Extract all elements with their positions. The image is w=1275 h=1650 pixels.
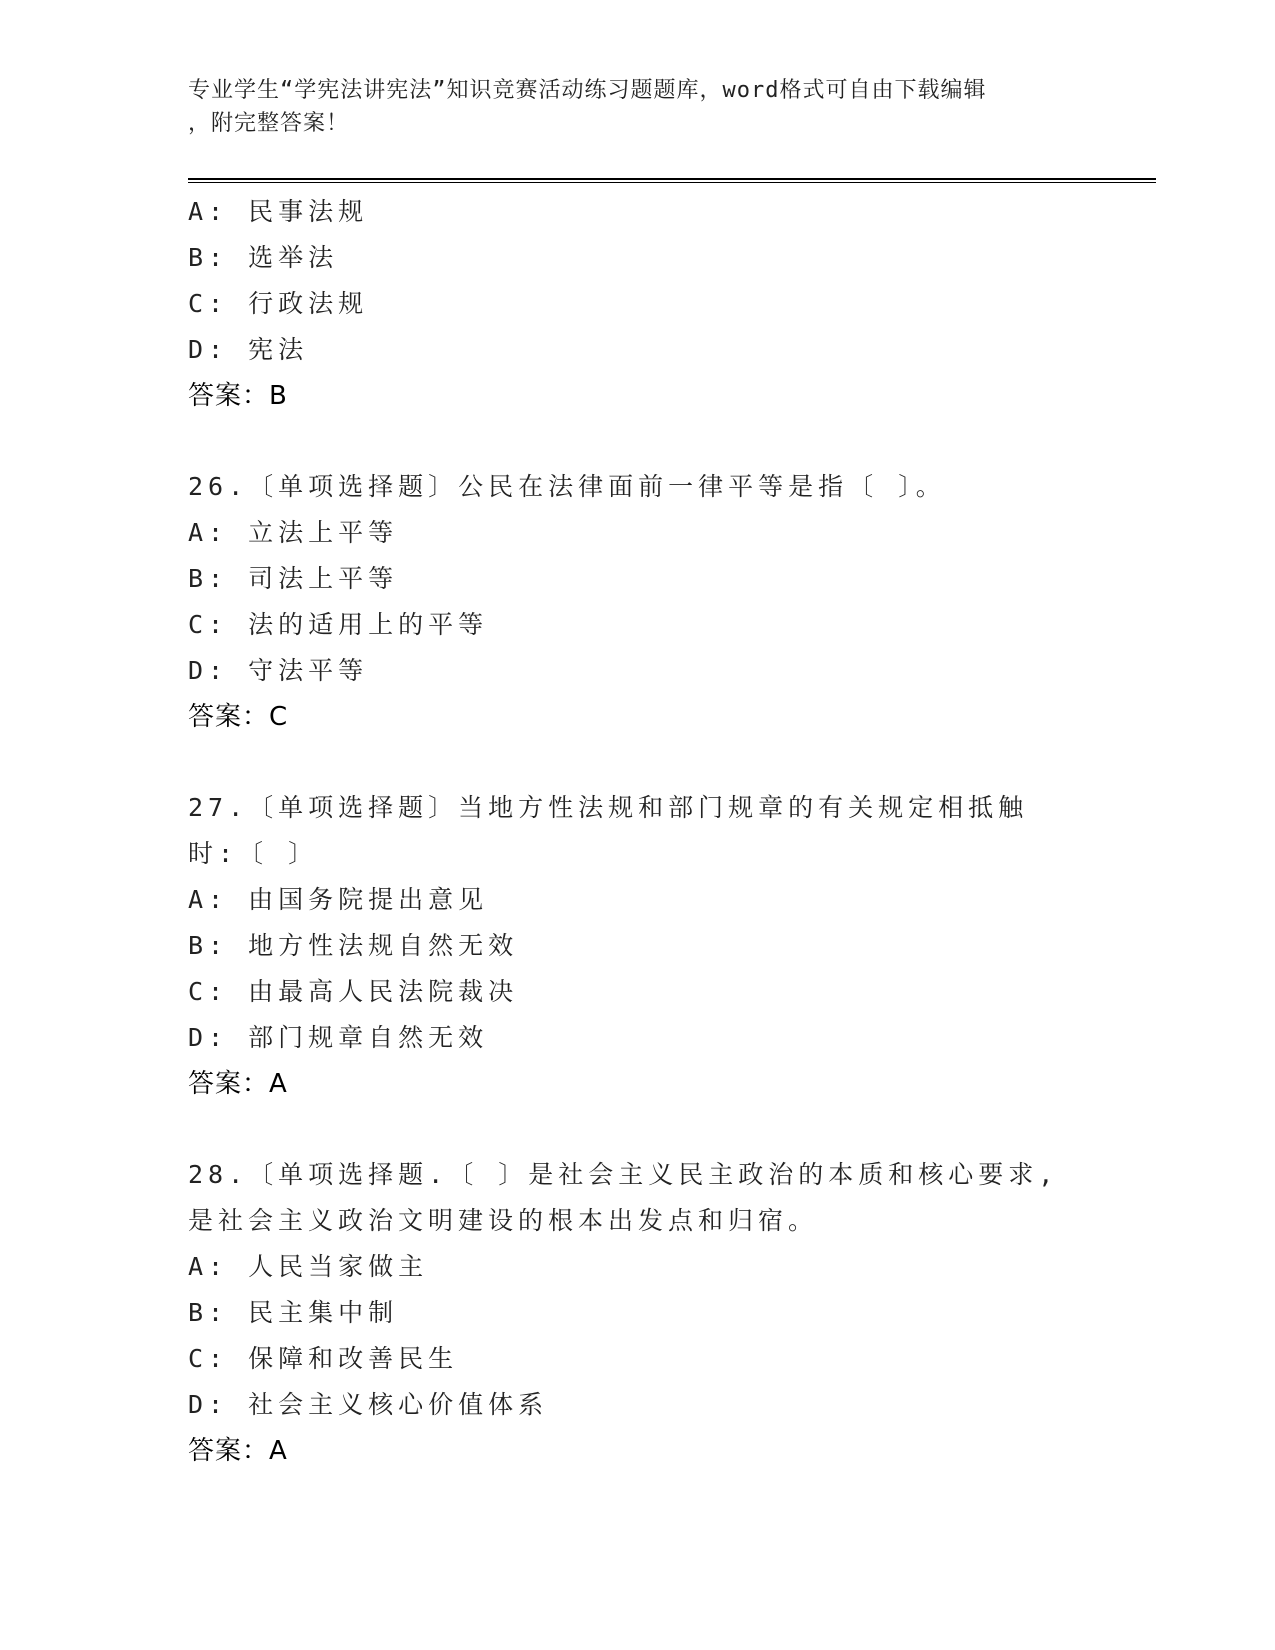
option-c: C: 行政法规 bbox=[188, 289, 369, 318]
question-stem: 28.〔单项选择题.〔 〕是社会主义民主政治的本质和核心要求,是社会主义政治文明建设的根本出发点和归宿。 bbox=[188, 1160, 1059, 1235]
question-stem: 26.〔单项选择题〕公民在法律面前一律平等是指〔 〕。 bbox=[188, 472, 946, 501]
spacer bbox=[188, 740, 1068, 785]
option-b: B: 选举法 bbox=[188, 243, 339, 272]
option-d: D: 守法平等 bbox=[188, 656, 369, 685]
option-a: A: 民事法规 bbox=[188, 197, 369, 226]
question-block-28 bbox=[188, 1152, 1068, 1474]
header-line-2: ，附完整答案！ bbox=[188, 111, 350, 136]
option-d: D: 社会主义核心价值体系 bbox=[188, 1390, 549, 1419]
option-c: C: 法的适用上的平等 bbox=[188, 610, 489, 639]
spacer bbox=[188, 1107, 1068, 1152]
option-a: A: 人民当家做主 bbox=[188, 1252, 429, 1281]
option-b: B: 司法上平等 bbox=[188, 564, 399, 593]
option-a: A: 由国务院提出意见 bbox=[188, 885, 489, 914]
option-d: D: 宪法 bbox=[188, 335, 309, 364]
spacer bbox=[188, 419, 1068, 464]
document-header bbox=[188, 74, 1068, 140]
answer-line: 答案：A bbox=[188, 1069, 288, 1099]
question-stem: 27.〔单项选择题〕当地方性法规和部门规章的有关规定相抵触时:〔 〕 bbox=[188, 793, 1029, 868]
option-b: B: 地方性法规自然无效 bbox=[188, 931, 519, 960]
header-divider bbox=[188, 178, 1156, 183]
question-block-27 bbox=[188, 785, 1068, 1107]
answer-line: 答案：B bbox=[188, 381, 288, 411]
option-c: C: 保障和改善民生 bbox=[188, 1344, 459, 1373]
answer-line: 答案：A bbox=[188, 1436, 288, 1466]
answer-line: 答案：C bbox=[188, 702, 289, 732]
option-b: B: 民主集中制 bbox=[188, 1298, 399, 1327]
question-list bbox=[188, 189, 1068, 1474]
option-a: A: 立法上平等 bbox=[188, 518, 399, 547]
question-block-26 bbox=[188, 464, 1068, 740]
option-d: D: 部门规章自然无效 bbox=[188, 1023, 489, 1052]
question-block-25 bbox=[188, 189, 1068, 419]
option-c: C: 由最高人民法院裁决 bbox=[188, 977, 519, 1006]
header-line-1: 专业学生“学宪法讲宪法”知识竞赛活动练习题题库，word格式可自由下载编辑 bbox=[188, 78, 987, 103]
